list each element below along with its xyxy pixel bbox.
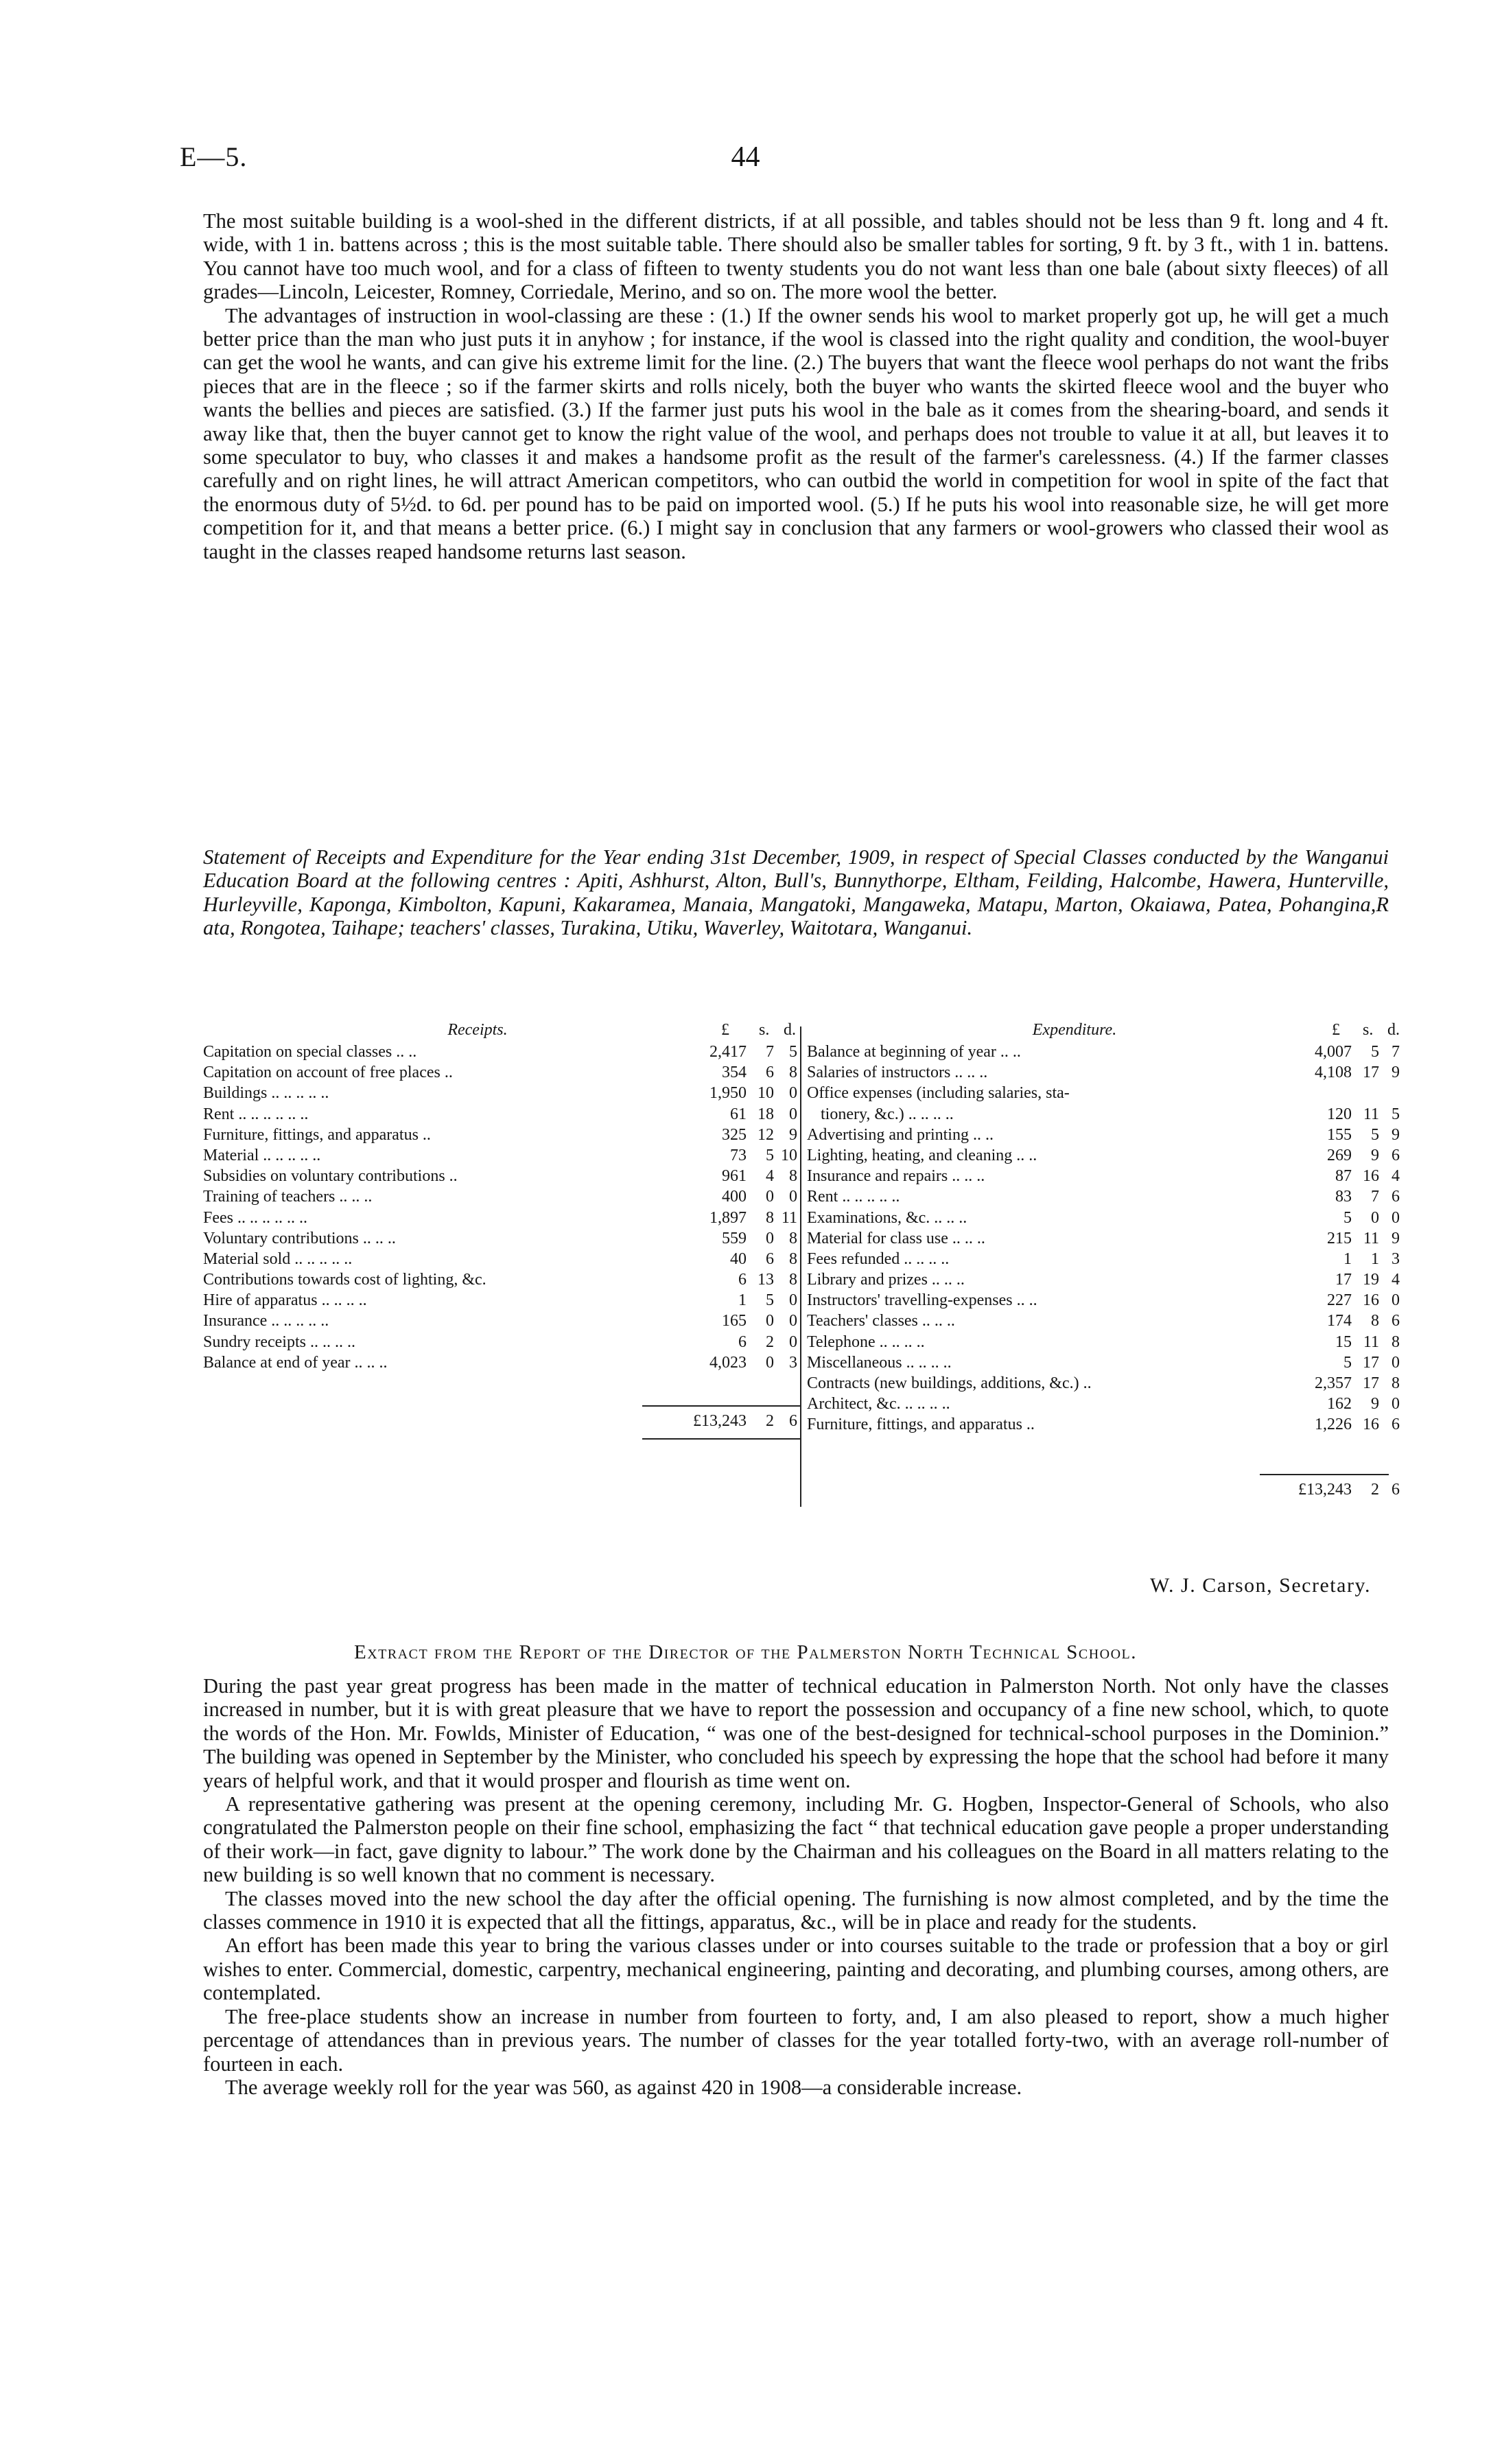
table-row xyxy=(807,1353,1400,1374)
shillings-cell: 19 xyxy=(1363,1271,1379,1289)
row-label: tionery, &c.) .. .. .. .. xyxy=(821,1105,954,1123)
pounds-cell: 269 xyxy=(1327,1146,1352,1164)
pence-cell: 0 xyxy=(1392,1208,1400,1227)
row-label: Architect, &c. .. .. .. .. xyxy=(807,1395,950,1413)
shillings-cell: 4 xyxy=(766,1167,774,1186)
row-label: Library and prizes .. .. .. xyxy=(807,1271,965,1289)
row-label: Material for class use .. .. .. xyxy=(807,1229,985,1247)
pounds-cell: 5 xyxy=(1343,1208,1352,1227)
table-row xyxy=(203,1250,803,1271)
pounds-cell: 61 xyxy=(730,1105,747,1123)
row-label: Buildings .. .. .. .. .. xyxy=(203,1084,329,1103)
shillings-cell: 2 xyxy=(766,1333,774,1351)
shillings-cell: 9 xyxy=(1371,1395,1379,1413)
table-row xyxy=(807,1416,1400,1436)
shillings-cell: 17 xyxy=(1363,1353,1379,1372)
pounds-cell: 2,357 xyxy=(1315,1374,1352,1392)
table-row xyxy=(203,1209,803,1230)
pounds-cell: 162 xyxy=(1327,1395,1352,1413)
row-label: Furniture, fittings, and apparatus .. xyxy=(203,1125,431,1144)
shillings-cell: 1 xyxy=(1371,1249,1379,1268)
row-label: Fees refunded .. .. .. .. xyxy=(807,1249,950,1268)
row-label: Hire of apparatus .. .. .. .. xyxy=(203,1291,367,1310)
table-row xyxy=(807,1249,1400,1271)
pounds-cell: 6 xyxy=(738,1333,747,1351)
pence-cell: 4 xyxy=(1392,1167,1400,1186)
signature: W. J. Carson, Secretary. xyxy=(1149,1574,1371,1597)
shillings-cell: 5 xyxy=(1371,1043,1379,1061)
table-row xyxy=(203,1291,803,1312)
shillings-cell: 0 xyxy=(766,1312,774,1330)
row-label: Contracts (new buildings, additions, &c.) .. xyxy=(807,1374,1092,1392)
row-label: Teachers' classes .. .. .. xyxy=(807,1312,955,1330)
paragraph: The average weekly roll for the year was 560, as against 420 in 1908—a considerable increase. xyxy=(225,2075,1022,2099)
row-label: Telephone .. .. .. .. xyxy=(807,1333,925,1351)
receipts-column xyxy=(203,1021,803,1430)
pounds-cell: 5 xyxy=(1343,1353,1352,1372)
statement-title: Statement of Receipts and Expenditure for the Year ending 31st December, 1909, in respect of Special Classes conducted by the Wanganui Education Board at the following centres : Apiti, Ashhurst, Alton, Bull's, Bunnythorpe, Eltham, Feilding, Halcombe, Hawera, Hunterville, Hurleyville, Kaponga, Kimbolton, Kapuni, Kakaramea, Manaia, Mangatoki, Mangaweka, Matapu, Marton, Okaiawa, Patea, Pohangina,R ata, Rongotea, Taihape; teachers' classes, Turakina, Utiku, Waverley, Waitotara, Wanganui. xyxy=(203,845,1389,940)
pounds-cell: 1,950 xyxy=(709,1084,747,1103)
pence-cell: 0 xyxy=(1392,1353,1400,1372)
shillings-cell: 5 xyxy=(766,1146,774,1164)
table-row xyxy=(807,1374,1400,1395)
extract-title: Extract from the Report of the Director of the Palmerston North Technical School. xyxy=(353,1641,1138,1663)
pence-cell: 8 xyxy=(789,1271,797,1289)
pence-heading: d. xyxy=(784,1021,796,1039)
expenditure-heading: Expenditure. xyxy=(1032,1021,1117,1039)
table-row xyxy=(807,1188,1400,1208)
shillings-cell: 6 xyxy=(766,1249,774,1268)
total-shillings: 2 xyxy=(1371,1481,1379,1499)
table-row xyxy=(203,1312,803,1333)
page-header xyxy=(180,141,1311,189)
pence-cell: 5 xyxy=(789,1043,797,1061)
pounds-cell: 215 xyxy=(1327,1229,1352,1247)
paragraph: The free-place students show an increase in number from fourteen to forty, and, I am also pleased to report, show a much higher percentage of attendances than in previous years. The number of classes for the year totalled forty-two, with an average roll-number of fourteen in each. xyxy=(203,2004,1389,2076)
shillings-cell: 0 xyxy=(766,1353,774,1372)
table-row xyxy=(807,1125,1400,1147)
pence-cell: 8 xyxy=(1392,1374,1400,1392)
table-row xyxy=(203,1084,803,1105)
table-row xyxy=(807,1395,1400,1416)
pounds-cell: 17 xyxy=(1335,1271,1352,1289)
table-row xyxy=(807,1043,1400,1064)
pence-cell: 6 xyxy=(1392,1146,1400,1164)
pence-cell: 11 xyxy=(781,1208,797,1227)
table-row xyxy=(807,1312,1400,1333)
table-row xyxy=(807,1229,1400,1250)
row-label: Insurance and repairs .. .. .. xyxy=(807,1167,985,1186)
row-label: Rent .. .. .. .. .. xyxy=(807,1188,900,1206)
row-label: Instructors' travelling-expenses .. .. xyxy=(807,1291,1037,1310)
expenditure-total xyxy=(807,1474,1400,1504)
shillings-cell: 11 xyxy=(1363,1105,1379,1123)
table-row xyxy=(203,1147,803,1167)
row-label: Fees .. .. .. .. .. .. xyxy=(203,1208,307,1227)
pence-cell: 9 xyxy=(789,1125,797,1144)
pounds-cell: 4,007 xyxy=(1315,1043,1352,1061)
pounds-cell: 40 xyxy=(730,1249,747,1268)
row-label: Salaries of instructors .. .. .. xyxy=(807,1064,988,1082)
pence-cell: 8 xyxy=(789,1167,797,1186)
pence-cell: 3 xyxy=(789,1353,797,1372)
shillings-cell: 8 xyxy=(766,1208,774,1227)
table-row xyxy=(203,1230,803,1250)
shillings-cell: 7 xyxy=(1371,1188,1379,1206)
pence-cell: 0 xyxy=(789,1291,797,1310)
pounds-cell: 354 xyxy=(722,1064,747,1082)
table-row xyxy=(807,1084,1389,1105)
paragraph: During the past year great progress has been made in the matter of technical education in Palmerston North. Not only have the classes increased in number, but it is with great pleasure that we have to report the possession and occupancy of a fine new school, which, to quote the words of the Hon. Mr. Fowlds, Minister of Education, “ was one of the best-designed for technical-school purposes in the Dominion.” The building was opened in September by the Minister, who concluded his speech by expressing the hope that the school had before it many years of helpful work, and that it would prosper and flourish as time went on. xyxy=(203,1674,1389,1792)
receipts-heading: Receipts. xyxy=(447,1021,508,1039)
pounds-heading: £ xyxy=(1332,1021,1340,1039)
row-label: Material sold .. .. .. .. .. xyxy=(203,1249,353,1268)
row-label: Insurance .. .. .. .. .. xyxy=(203,1312,329,1330)
expenditure-header xyxy=(807,1021,1400,1043)
pounds-cell: 559 xyxy=(722,1229,747,1247)
pence-cell: 8 xyxy=(789,1229,797,1247)
table-row xyxy=(203,1333,803,1354)
row-label: Miscellaneous .. .. .. .. xyxy=(807,1353,952,1372)
pounds-heading: £ xyxy=(721,1021,729,1039)
total-pounds: £13,243 xyxy=(1298,1481,1352,1499)
table-row xyxy=(203,1043,803,1064)
row-label: Capitation on account of free places .. xyxy=(203,1064,453,1082)
pence-cell: 0 xyxy=(1392,1395,1400,1413)
row-label: Rent .. .. .. .. .. .. xyxy=(203,1105,309,1123)
shillings-cell: 5 xyxy=(1371,1125,1379,1144)
expenditure-column xyxy=(807,1021,1400,1499)
table-row xyxy=(807,1271,1400,1291)
shillings-heading: s. xyxy=(1363,1021,1374,1039)
table-row xyxy=(807,1146,1400,1167)
pence-cell: 9 xyxy=(1392,1125,1400,1144)
shillings-cell: 8 xyxy=(1371,1312,1379,1330)
report-text xyxy=(203,1674,1389,2099)
pounds-cell: 83 xyxy=(1335,1188,1352,1206)
row-label: Balance at beginning of year .. .. xyxy=(807,1043,1021,1061)
pounds-cell: 227 xyxy=(1327,1291,1352,1310)
pence-cell: 10 xyxy=(781,1146,797,1164)
pounds-cell: 1 xyxy=(1343,1249,1352,1268)
pounds-cell: 165 xyxy=(722,1312,747,1330)
paragraph: A representative gathering was present at the opening ceremony, including Mr. G. Hogben, Inspector-General of Schools, who also congratulated the Palmerston people on their fine school, emphasizing the fact “ that technical education gave people a proper understanding of their work—in fact, gave dignity to labour.” The work done by the Chairman and his colleagues on the Board in all matters relating to the new building is so well known that no comment is necessary. xyxy=(203,1792,1389,1887)
pence-heading: d. xyxy=(1387,1021,1400,1039)
row-label: Contributions towards cost of lighting, &c. xyxy=(203,1271,486,1289)
pounds-cell: 73 xyxy=(730,1146,747,1164)
row-label: Subsidies on voluntary contributions .. xyxy=(203,1167,458,1186)
shillings-cell: 6 xyxy=(766,1064,774,1082)
row-label: Material .. .. .. .. .. xyxy=(203,1146,321,1164)
receipts-expenditure-table xyxy=(203,1021,1400,1529)
pence-cell: 8 xyxy=(1392,1333,1400,1351)
table-row xyxy=(203,1105,803,1126)
table-row xyxy=(203,1064,803,1084)
shillings-cell: 0 xyxy=(766,1229,774,1247)
shillings-cell: 17 xyxy=(1363,1064,1379,1082)
table-row xyxy=(807,1064,1400,1084)
paragraph: An effort has been made this year to bring the various classes under or into courses suitable to the trade or profession that a boy or girl wishes to enter. Commercial, domestic, carpentry, mechanical engineering, painting and decorating, and plumbing courses, among others, are contemplated. xyxy=(203,1934,1389,2005)
total-pence: 6 xyxy=(789,1412,797,1430)
row-label: Office expenses (including salaries, sta- xyxy=(807,1084,1070,1103)
pence-cell: 9 xyxy=(1392,1229,1400,1247)
pence-cell: 8 xyxy=(789,1064,797,1082)
pence-cell: 0 xyxy=(789,1333,797,1351)
page-number: 44 xyxy=(731,141,760,173)
pounds-cell: 1,226 xyxy=(1315,1416,1352,1434)
shillings-cell: 16 xyxy=(1363,1167,1379,1186)
pence-cell: 0 xyxy=(789,1312,797,1330)
paragraph: The most suitable building is a wool-shed in the different districts, if at all possible, and tables should not be less than 9 ft. long and 4 ft. wide, with 1 in. battens across ; this is the most suitable table. There should also be smaller tables for sorting, 9 ft. by 3 ft., with 1 in. battens. You cannot have too much wool, and for a class of fifteen to twenty students you do not want less than one bale (about sixty fleeces) of all grades—Lincoln, Leicester, Romney, Corriedale, Merino, and so on. The more wool the better. xyxy=(203,209,1389,304)
row-label: Furniture, fittings, and apparatus .. xyxy=(807,1416,1035,1434)
pounds-cell: 6 xyxy=(738,1271,747,1289)
shillings-cell: 11 xyxy=(1363,1333,1379,1351)
row-label: Capitation on special classes .. .. xyxy=(203,1043,417,1061)
table-row xyxy=(807,1208,1400,1230)
shillings-cell: 5 xyxy=(766,1291,774,1310)
pounds-cell: 2,417 xyxy=(709,1043,747,1061)
table-row xyxy=(807,1167,1400,1188)
shillings-heading: s. xyxy=(759,1021,770,1039)
pounds-cell: 400 xyxy=(722,1188,747,1206)
pounds-cell: 120 xyxy=(1327,1105,1352,1123)
section-code: E—5. xyxy=(180,141,248,172)
pounds-cell: 961 xyxy=(722,1167,747,1186)
shillings-cell: 16 xyxy=(1363,1291,1379,1310)
shillings-cell: 13 xyxy=(758,1271,774,1289)
pence-cell: 6 xyxy=(1392,1312,1400,1330)
row-label: Examinations, &c. .. .. .. xyxy=(807,1208,967,1227)
shillings-cell: 18 xyxy=(758,1105,774,1123)
shillings-cell: 11 xyxy=(1363,1229,1379,1247)
total-pounds: £13,243 xyxy=(693,1412,747,1430)
pounds-cell: 1,897 xyxy=(709,1208,747,1227)
pence-cell: 7 xyxy=(1392,1043,1400,1061)
table-row xyxy=(203,1126,803,1147)
shillings-cell: 7 xyxy=(766,1043,774,1061)
paragraph: The advantages of instruction in wool-classing are these : (1.) If the owner sends his wool to market properly got up, he will get a much better price than the man who just puts it in anyhow ; for instance, if the wool is classed into the right quality and condition, the wool-buyer can get the wool he wants, and can give his extreme limit for the line. (2.) The buyers that want the fleece wool perhaps do not want the fribs pieces that are in the fleece ; so if the farmer skirts and rolls nicely, both the buyer who wants the skirted fleece wool and the buyer who wants the bellies and pieces are satisfied. (3.) If the farmer just puts his wool in the bale as it comes from the shearing-board, and sends it away like that, then the buyer cannot get to know the right value of the wool, and perhaps does not trouble to value it at all, but leaves it to some speculator to buy, who classes it and makes a handsome profit as the result of the farmer's carelessness. (4.) If the farmer classes carefully and on right lines, he will attract American competitors, who can outbid the world in competition for wool in spite of the fact that the enormous duty of 5½d. to 6d. per pound has to be paid on imported wool. (5.) If he puts his wool into reasonable size, he will get more competition for it, and that means a better price. (6.) I might say in conclusion that any farmers or wool-growers who classed their wool as taught in the classes reaped handsome returns last season. xyxy=(203,303,1389,563)
pounds-cell: 174 xyxy=(1327,1312,1352,1330)
table-row xyxy=(203,1188,803,1208)
row-label: Advertising and printing .. .. xyxy=(807,1125,994,1144)
total-pence: 6 xyxy=(1392,1481,1400,1499)
table-row xyxy=(807,1291,1400,1312)
row-label: Lighting, heating, and cleaning .. .. xyxy=(807,1146,1037,1164)
receipts-total xyxy=(203,1405,803,1435)
pounds-cell: 15 xyxy=(1335,1333,1352,1351)
pounds-cell: 1 xyxy=(738,1291,747,1310)
pence-cell: 6 xyxy=(1392,1416,1400,1434)
pounds-cell: 4,108 xyxy=(1315,1064,1352,1082)
pence-cell: 0 xyxy=(789,1105,797,1123)
paragraph: The classes moved into the new school the day after the official opening. The furnishing is now almost completed, and by the time the classes commence in 1910 it is expected that all the fittings, apparatus, &c., will be in place and ready for the students. xyxy=(203,1886,1389,1934)
shillings-cell: 16 xyxy=(1363,1416,1379,1434)
table-row xyxy=(807,1105,1400,1126)
pence-cell: 0 xyxy=(789,1188,797,1206)
pence-cell: 9 xyxy=(1392,1064,1400,1082)
pence-cell: 0 xyxy=(1392,1291,1400,1310)
receipts-header xyxy=(203,1021,803,1043)
pounds-cell: 325 xyxy=(722,1125,747,1144)
total-shillings: 2 xyxy=(766,1412,774,1430)
shillings-cell: 10 xyxy=(758,1084,774,1103)
pence-cell: 8 xyxy=(789,1249,797,1268)
shillings-cell: 17 xyxy=(1363,1374,1379,1392)
table-row xyxy=(203,1271,803,1291)
shillings-cell: 12 xyxy=(758,1125,774,1144)
shillings-cell: 9 xyxy=(1371,1146,1379,1164)
row-label: Voluntary contributions .. .. .. xyxy=(203,1229,396,1247)
pence-cell: 6 xyxy=(1392,1188,1400,1206)
table-row xyxy=(203,1167,803,1188)
pence-cell: 0 xyxy=(789,1084,797,1103)
row-label: Balance at end of year .. .. .. xyxy=(203,1353,388,1372)
shillings-cell: 0 xyxy=(1371,1208,1379,1227)
row-label: Training of teachers .. .. .. xyxy=(203,1188,373,1206)
pounds-cell: 155 xyxy=(1327,1125,1352,1144)
pounds-cell: 87 xyxy=(1335,1167,1352,1186)
pence-cell: 3 xyxy=(1392,1249,1400,1268)
table-row xyxy=(807,1333,1400,1354)
intro-text xyxy=(203,209,1389,563)
pence-cell: 4 xyxy=(1392,1271,1400,1289)
table-row xyxy=(203,1354,803,1374)
pence-cell: 5 xyxy=(1392,1105,1400,1123)
shillings-cell: 0 xyxy=(766,1188,774,1206)
pounds-cell: 4,023 xyxy=(709,1353,747,1372)
row-label: Sundry receipts .. .. .. .. xyxy=(203,1333,355,1351)
